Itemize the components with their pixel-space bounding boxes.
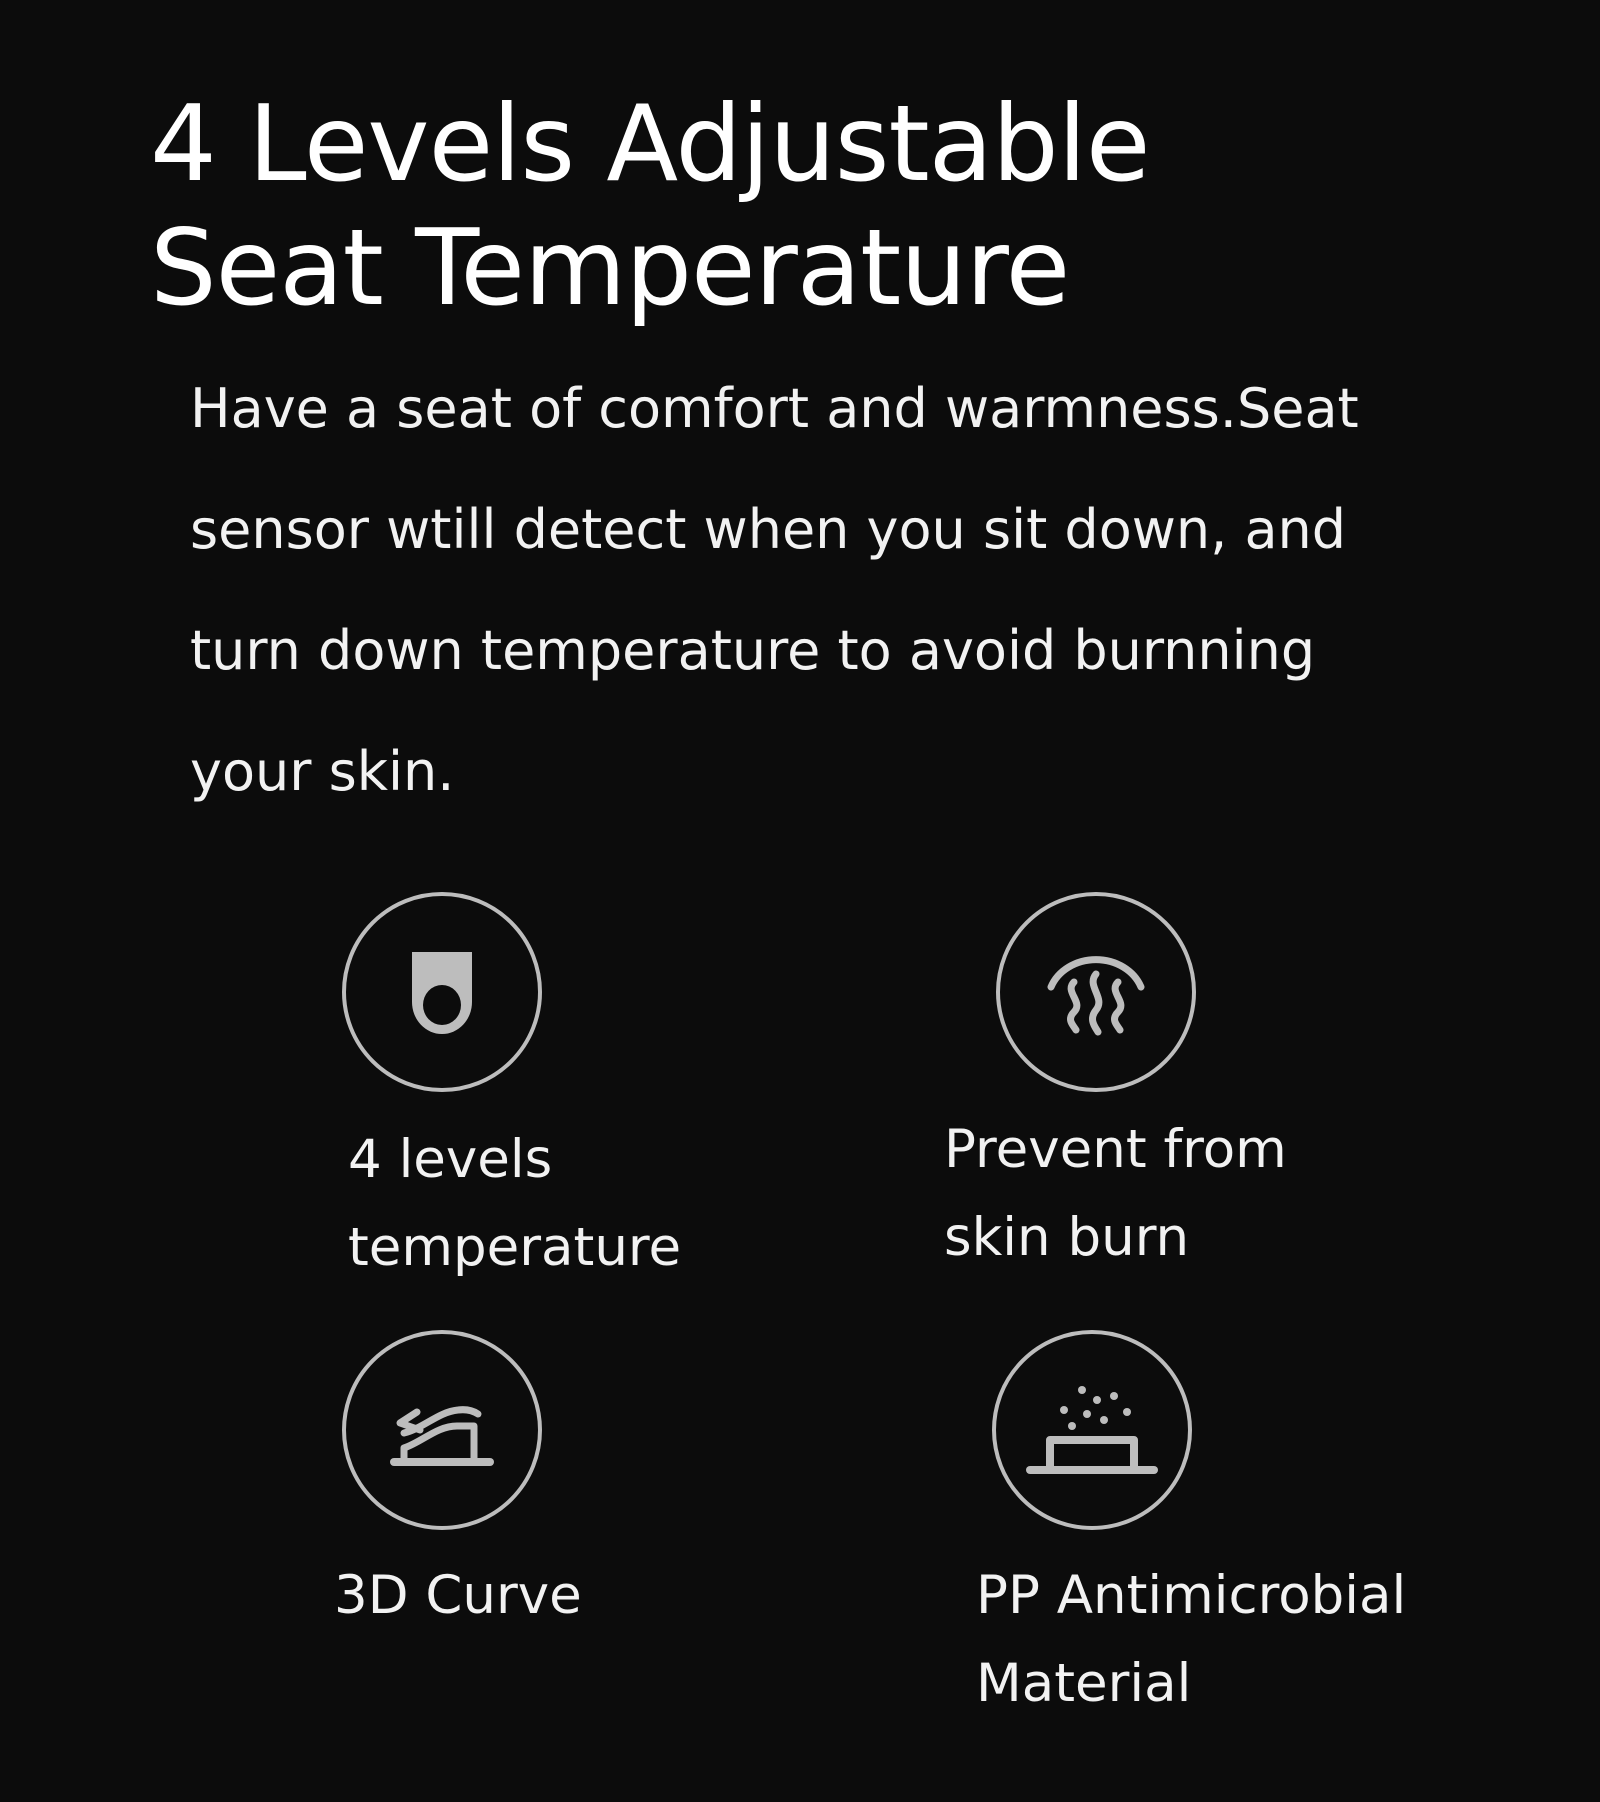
feature-label-line: 4 levels — [348, 1129, 553, 1190]
antimicrobial-material-icon — [992, 1330, 1192, 1530]
toilet-seat-icon — [342, 892, 542, 1092]
feature-label — [976, 1552, 1406, 1728]
3d-curve-icon — [342, 1330, 542, 1530]
feature-label-line: 3D Curve — [334, 1565, 582, 1626]
heat-waves-icon — [996, 892, 1196, 1092]
feature-label-line: PP Antimicrobial — [976, 1565, 1407, 1626]
description-line: your skin. — [190, 740, 455, 803]
title-line-2: Seat Temperature — [150, 207, 1070, 329]
description-line: sensor wtill detect when you sit down, and — [190, 498, 1347, 561]
title-line-1: 4 Levels Adjustable — [150, 83, 1150, 205]
description-line: turn down temperature to avoid burnning — [190, 619, 1316, 682]
description — [190, 348, 1359, 832]
feature-label — [334, 1552, 582, 1640]
page-title — [150, 82, 1149, 330]
description-line: Have a seat of comfort and warmness.Seat — [190, 377, 1359, 440]
feature-label-line: Prevent from — [944, 1119, 1287, 1180]
feature-label — [944, 1106, 1287, 1282]
feature-label — [348, 1116, 681, 1292]
feature-label-line: Material — [976, 1653, 1192, 1714]
feature-label-line: temperature — [348, 1217, 682, 1278]
feature-label-line: skin burn — [944, 1207, 1190, 1268]
